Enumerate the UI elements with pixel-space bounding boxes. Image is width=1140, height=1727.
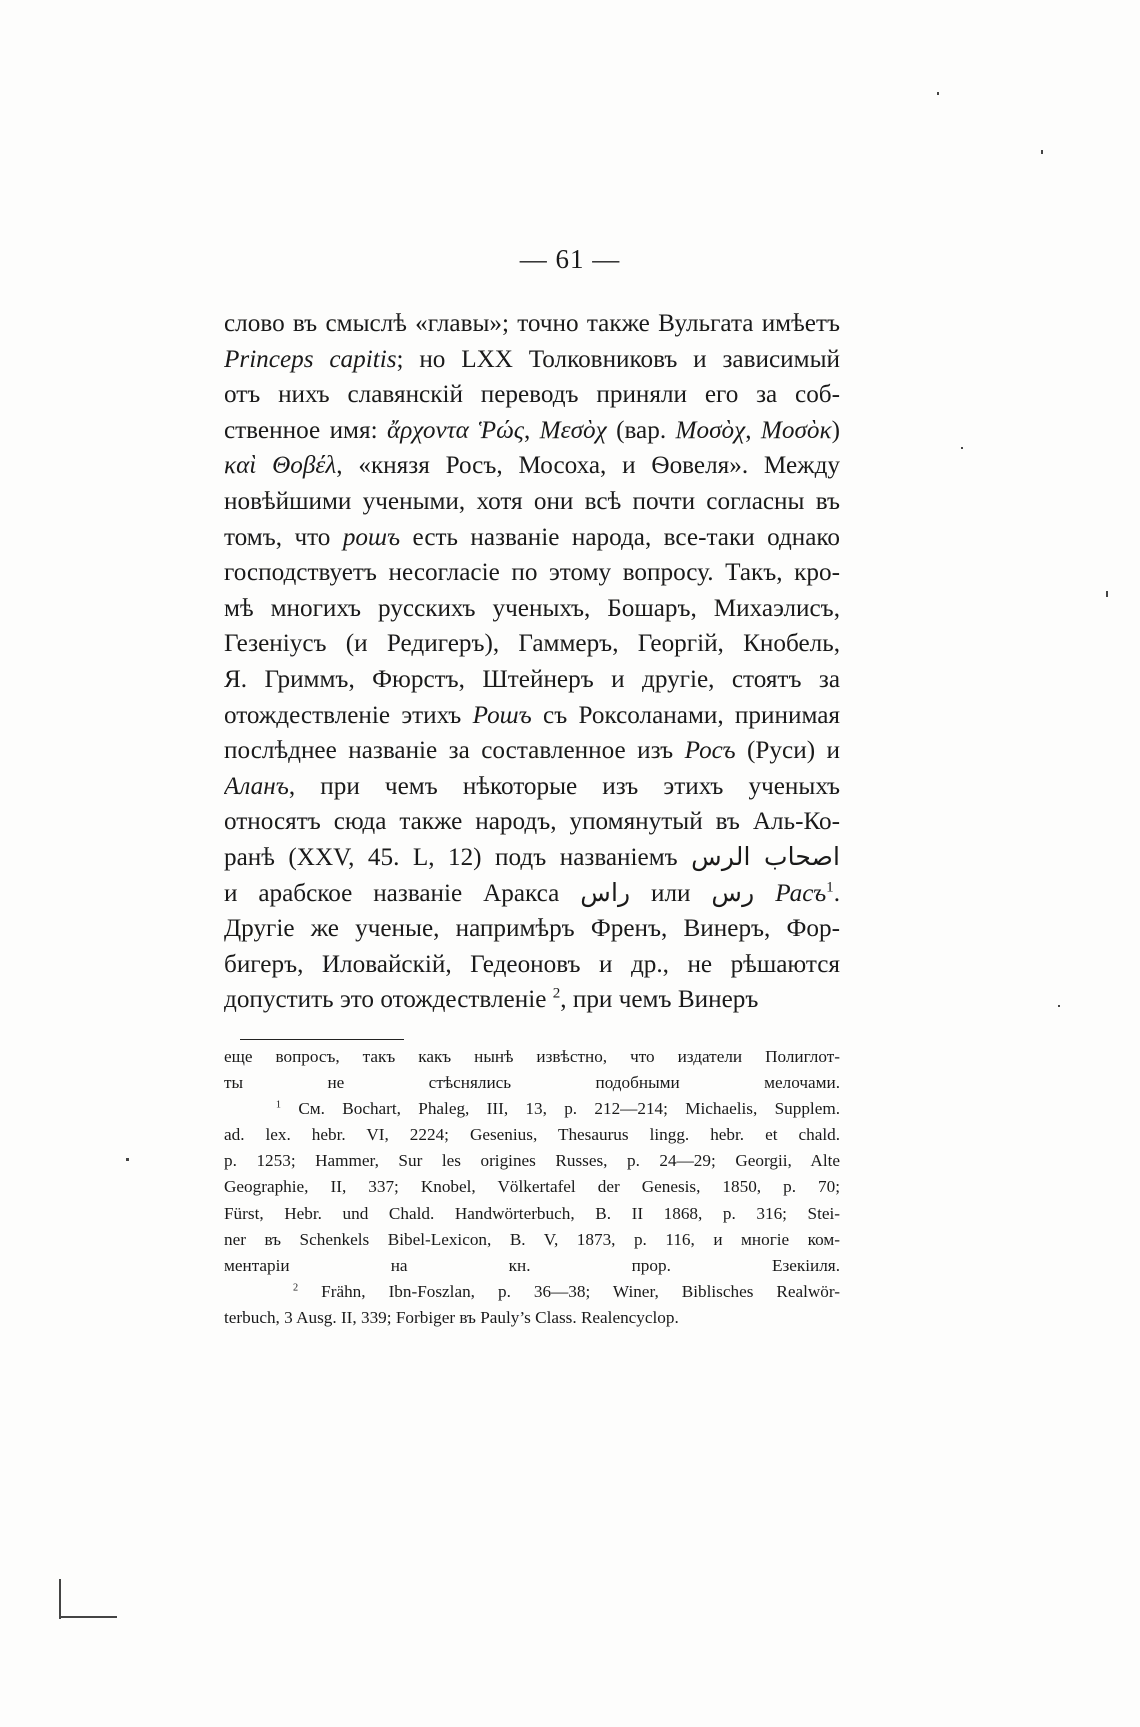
text-run: мѣ многихъ русскихъ ученыхъ, Бошаръ, Михаэлисъ, (224, 594, 840, 622)
main-text (224, 306, 840, 1018)
scan-speck (937, 92, 939, 95)
text-run: ментаріи на кн. прор. Езекіиля. (224, 1255, 840, 1275)
text-run: См. Bochart, Phaleg, III, 13, p. 212—214; Michaelis, Supplem. (281, 1099, 840, 1119)
footnote-rule (240, 1039, 404, 1040)
arabic-text: رس (711, 879, 755, 907)
text-run: отъ нихъ славянскій переводъ приняли его за соб- (224, 381, 840, 409)
text-run: (вар. (606, 416, 676, 444)
text-line (224, 306, 840, 342)
footnote-marker: 2 (552, 985, 561, 1002)
footnote-marker: 2 (293, 1282, 299, 1294)
text-run: , (523, 416, 540, 444)
scan-speck (961, 447, 963, 449)
text-run: есть названіе народа, все-таки однако (400, 523, 840, 551)
text-run: , «князя Росъ, Мосоха, и Ѳовеля». Между (336, 452, 840, 480)
text-run: Я. Гриммъ, Фюрстъ, Штейнеръ и другіе, стоятъ за (224, 665, 840, 693)
footnote-line (224, 1096, 840, 1122)
text-run: Princeps capitis (224, 345, 397, 373)
text-run: рошъ (342, 523, 401, 551)
text-line (224, 804, 840, 840)
text-run: или (630, 879, 712, 907)
text-run: Ῥώς (478, 416, 524, 444)
text-run: томъ, что (224, 523, 343, 551)
text-run: новѣйшими учеными, хотя они всѣ почти согласны въ (224, 487, 840, 515)
text-line (224, 626, 840, 662)
text-run (469, 417, 478, 444)
text-run: καὶ Θοβέλ (224, 452, 337, 480)
text-run (754, 880, 775, 907)
text-run: ) (831, 416, 840, 444)
text-line (224, 733, 840, 769)
text-line (224, 484, 840, 520)
text-run: Μεσὸχ (539, 416, 607, 444)
scan-speck (59, 1616, 117, 1618)
text-line (224, 698, 840, 734)
text-run: Μοσὸχ (675, 416, 746, 444)
text-line (224, 377, 840, 413)
text-run: ἄρχοντα (387, 416, 469, 444)
text-run: ad. lex. hebr. VI, 2224; Gesenius, Thesaurus lingg. hebr. et chald. (224, 1125, 840, 1145)
text-run: бигеръ, Иловайскій, Гедеоновъ и др., не рѣшаются (224, 950, 840, 978)
scan-speck (1106, 591, 1108, 597)
footnotes (224, 1044, 840, 1331)
text-line (224, 555, 840, 591)
footnote-marker: 1 (826, 879, 834, 896)
scan-speck (59, 1579, 61, 1619)
arabic-text: اصحاب الرس (691, 843, 840, 871)
footnote-line (224, 1279, 840, 1305)
scan-speck (1041, 150, 1043, 154)
scan-speck (126, 1158, 129, 1161)
text-line (224, 342, 840, 378)
text-line (224, 840, 840, 876)
footnote-marker: 1 (275, 1099, 282, 1111)
text-run: ты не стѣснялись подобными мелочами. (224, 1073, 840, 1093)
text-run: и арабское названіе Аракса (224, 879, 581, 907)
text-run: p. 1253; Hammer, Sur les origines Russes, p. 24—29; Georgii, Alte (224, 1151, 840, 1171)
text-run: Другіе же ученые, напримѣръ Френъ, Винеръ, Фор- (224, 915, 840, 943)
text-run: ранѣ (XXV, 45. L, 12) подъ названіемъ (224, 843, 692, 871)
text-line (224, 911, 840, 947)
text-run: съ Роксоланами, принимая (531, 701, 840, 729)
footnote-line (224, 1070, 840, 1096)
text-line (224, 982, 840, 1018)
text-run: Geographie, II, 337; Knobel, Völkertafel der Genesis, 1850, p. 70; (224, 1177, 840, 1197)
text-run: ner въ Schenkels Bibel-Lexicon, B. V, 1873, p. 116, и многіе ком- (224, 1229, 840, 1249)
text-run: еще вопросъ, такъ какъ нынѣ извѣстно, что издатели Полиглот- (224, 1047, 840, 1066)
footnote-line (224, 1201, 840, 1227)
text-run: отождествленіе этихъ (224, 701, 473, 729)
text-run: Аланъ (224, 772, 289, 800)
text-run: Μοσὸκ (760, 416, 832, 444)
text-run: ственное имя: (224, 416, 387, 444)
text-run: terbuch, 3 Ausg. II, 339; Forbiger въ Pauly’s Class. Realencyclop. (224, 1307, 679, 1327)
text-line (224, 448, 840, 484)
text-run: Гезеніусъ (и Редигеръ), Гаммеръ, Георгій, Кнобель, (224, 630, 840, 658)
text-line (224, 413, 840, 449)
text-line (224, 947, 840, 983)
scan-speck (1058, 1005, 1060, 1007)
text-run: допустить это отождествленіе (224, 986, 553, 1014)
text-run: Frähn, Ibn-Foszlan, p. 36—38; Winer, Biblisches Realwör- (298, 1281, 840, 1301)
text-run (224, 1099, 276, 1118)
page-number: — 61 — (519, 244, 621, 274)
footnote-line (224, 1122, 840, 1148)
arabic-text: راس (580, 879, 631, 907)
text-run: послѣднее названіе за составленное изъ (224, 737, 685, 765)
text-run: Расъ (775, 879, 827, 907)
footnote-line (224, 1227, 840, 1253)
footnote-line (224, 1174, 840, 1200)
text-run: (Руси) и (735, 737, 840, 765)
text-line (224, 876, 840, 912)
text-run: . (833, 879, 840, 907)
footnote-line (224, 1148, 840, 1174)
text-run: , (745, 416, 761, 444)
footnote-line (224, 1305, 840, 1331)
text-run: , при чемъ нѣкоторые изъ этихъ ученыхъ (288, 772, 840, 800)
text-run: слово въ смыслѣ «главы»; точно также Вульгата имѣетъ (224, 310, 840, 337)
text-run: ; но LXX Толковниковъ и зависимый (396, 345, 840, 373)
text-run: Росъ (684, 737, 736, 765)
text-line (224, 520, 840, 556)
footnote-line (224, 1044, 840, 1070)
text-run: Рошъ (472, 701, 532, 729)
text-run: господствуетъ несогласіе по этому вопросу. Такъ, кро- (224, 559, 840, 587)
text-line (224, 591, 840, 627)
text-run: Fürst, Hebr. und Chald. Handwörterbuch, B. II 1868, p. 316; Stei- (224, 1203, 840, 1223)
text-run (224, 1282, 293, 1301)
text-line (224, 662, 840, 698)
text-run: , при чемъ Винеръ (560, 986, 759, 1014)
text-run: относятъ сюда также народъ, упомянутый въ Аль-Ко- (224, 808, 840, 836)
text-line (224, 769, 840, 805)
footnote-line (224, 1253, 840, 1279)
